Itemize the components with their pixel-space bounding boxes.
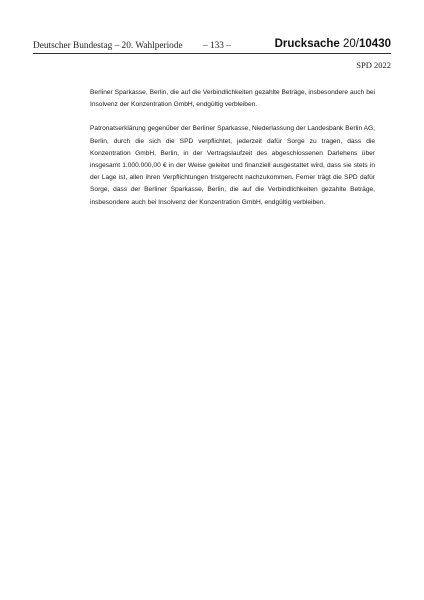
document-number [275, 38, 391, 50]
parliament-term: Deutscher Bundestag – 20. Wahlperiode [33, 41, 183, 51]
paragraph: Berliner Sparkasse, Berlin, die auf die Verbindlichkeiten gezahlte Beträge, insbesondere auch bei Insolvenz der Konzentration GmbH, endgültig verbleiben. [90, 89, 375, 109]
document-body [90, 87, 375, 221]
header-rule [33, 53, 391, 54]
page-number: – 133 – [203, 41, 231, 51]
document-label: Drucksache [274, 38, 340, 50]
document-number-prefix: 20/ [343, 38, 360, 50]
paragraph: Patronatserklärung gegenüber der Berliner Sparkasse, Niederlassung der Landesbank Berlin AG, Berlin, durch die sich die SPD verpflichtet, jederzeit dafür Sorge zu tragen, dass die Konzentration GmbH, Berlin, in der Vertragslaufzeit des abgeschlossenen Darlehens über insgesamt 1.000.000,00 € in der Weise geleitet und finanziell ausgestattet wird, dass sie stets in der Lage ist, allen ihren Verpflichtungen fristgerecht nachzukommen. Ferner trägt die SPD dafür Sorge, dass der Berliner Sparkasse, Berlin, die auf die Verbindlichkeiten gezahlte Beträge, insbesondere auch bei Insolvenz der Konzentration GmbH, endgültig verbleiben. [90, 125, 375, 206]
section-label: SPD 2022 [356, 60, 391, 70]
document-number-main: 10430 [359, 38, 391, 50]
page-header [33, 38, 391, 52]
